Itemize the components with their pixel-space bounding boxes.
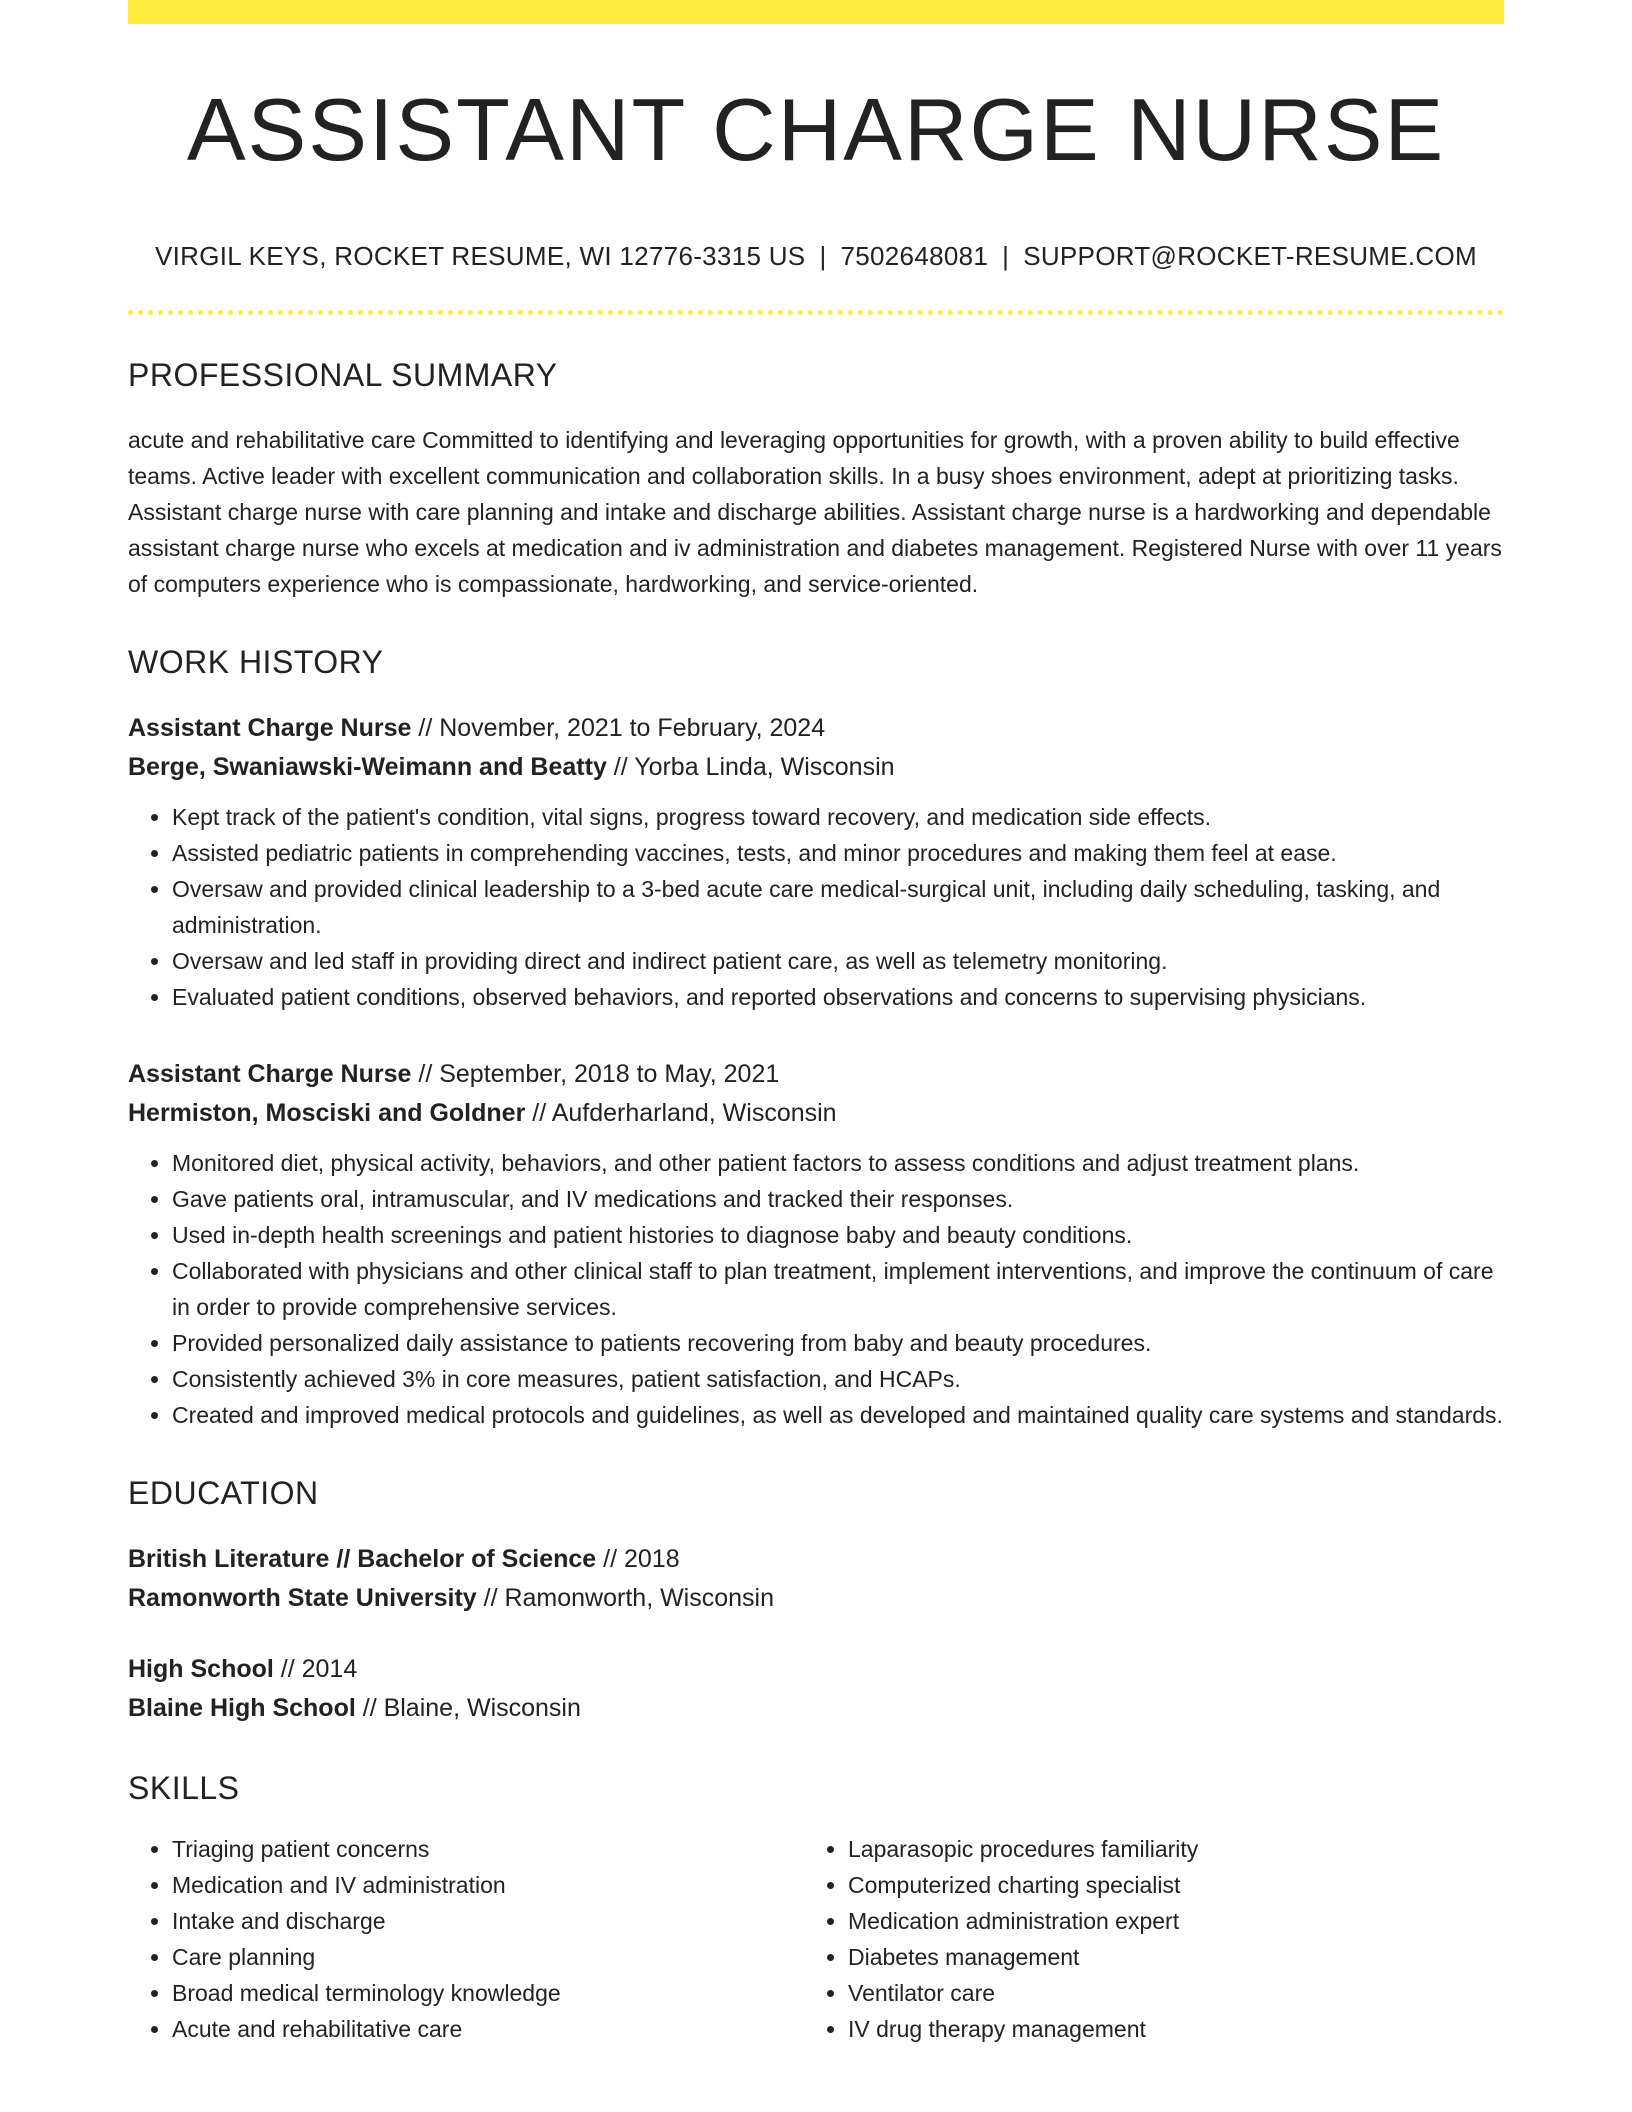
skills-column-left: [128, 1831, 804, 2047]
job-employer: Berge, Swaniawski-Weimann and Beatty: [128, 752, 607, 781]
section-heading-work-history: WORK HISTORY: [128, 643, 384, 680]
skill-item: • Medication administration expert: [848, 1903, 1480, 1939]
list-item: • Provided personalized daily assistance to patients recovering from baby and beauty procedures.: [172, 1325, 1504, 1361]
job-title: Assistant Charge Nurse: [128, 1059, 412, 1088]
section-heading-summary: PROFESSIONAL SUMMARY: [128, 356, 558, 393]
contact-line: [128, 241, 1504, 272]
education-school-line: [128, 1579, 1504, 1618]
job-location: // Yorba Linda, Wisconsin: [606, 752, 895, 781]
job-location: // Aufderharland, Wisconsin: [525, 1098, 837, 1127]
education-degree-line: [128, 1540, 1504, 1579]
contact-phone: 7502648081: [840, 240, 989, 271]
list-item: • Oversaw and led staff in providing direct and indirect patient care, as well as telemetry monitoring.: [172, 943, 1504, 979]
skill-item: • Medication and IV administration: [172, 1867, 804, 1903]
skills-grid: [128, 1831, 1504, 2047]
education-school: Blaine High School: [128, 1693, 356, 1722]
list-item: • Assisted pediatric patients in comprehending vaccines, tests, and minor procedures and making them feel at ease.: [172, 835, 1504, 871]
job-employer-line: [128, 748, 1504, 787]
job-entry: [128, 1055, 1504, 1433]
contact-separator: |: [1002, 240, 1010, 271]
list-item: • Monitored diet, physical activity, behaviors, and other patient factors to assess conditions and adjust treatment plans.: [172, 1145, 1504, 1181]
job-employer: Hermiston, Mosciski and Goldner: [128, 1098, 526, 1127]
skill-item: • IV drug therapy management: [848, 2011, 1480, 2047]
job-bullets: [128, 799, 1504, 1015]
list-item: • Used in-depth health screenings and patient histories to diagnose baby and beauty conditions.: [172, 1217, 1504, 1253]
skill-item: • Intake and discharge: [172, 1903, 804, 1939]
resume-title: ASSISTANT CHARGE NURSE: [186, 80, 1446, 179]
education-school: Ramonworth State University: [128, 1583, 477, 1612]
contact-separator: |: [819, 240, 827, 271]
list-item: • Created and improved medical protocols and guidelines, as well as developed and maintained quality care systems and standards.: [172, 1397, 1504, 1433]
list-item: • Consistently achieved 3% in core measures, patient satisfaction, and HCAPs.: [172, 1361, 1504, 1397]
list-item: • Collaborated with physicians and other clinical staff to plan treatment, implement interventions, and improve the continuum of care in order to provide comprehensive services.: [172, 1253, 1504, 1325]
list-item: • Kept track of the patient's condition, vital signs, progress toward recovery, and medication side effects.: [172, 799, 1504, 835]
skill-item: • Ventilator care: [848, 1975, 1480, 2011]
job-dates: // November, 2021 to February, 2024: [411, 713, 826, 742]
section-heading-education: EDUCATION: [128, 1474, 319, 1511]
education-school-line: [128, 1689, 1504, 1728]
accent-bar: [128, 0, 1504, 24]
education-degree: High School: [128, 1654, 274, 1683]
job-employer-line: [128, 1094, 1504, 1133]
education-year: // 2018: [596, 1544, 680, 1573]
education-location: // Ramonworth, Wisconsin: [476, 1583, 775, 1612]
job-entry: [128, 709, 1504, 1015]
dotted-divider: [128, 310, 1504, 315]
list-item: • Evaluated patient conditions, observed behaviors, and reported observations and concerns to supervising physicians.: [172, 979, 1504, 1015]
summary-text: acute and rehabilitative care Committed to identifying and leveraging opportunities for growth, with a proven ability to build effective teams. Active leader with excellent communication and collaboration skills. In a busy shoes environment, adept at prioritizing tasks. Assistant charge nurse with care planning and intake and discharge abilities. Assistant charge nurse is a hardworking and dependable assistant charge nurse who excels at medication and iv administration and diabetes management. Registered Nurse with over 11 years of computers experience who is compassionate, hardworking, and service-oriented.: [128, 426, 1502, 597]
contact-email: SUPPORT@ROCKET-RESUME.COM: [1023, 240, 1477, 271]
skill-item: • Acute and rehabilitative care: [172, 2011, 804, 2047]
skill-item: • Diabetes management: [848, 1939, 1480, 1975]
skill-item: • Triaging patient concerns: [172, 1831, 804, 1867]
education-year: // 2014: [273, 1654, 358, 1683]
resume-page: [128, 0, 1504, 2047]
job-title-line: [128, 709, 1504, 748]
contact-address: VIRGIL KEYS, ROCKET RESUME, WI 12776-3315 US: [155, 240, 806, 271]
skill-item: • Broad medical terminology knowledge: [172, 1975, 804, 2011]
section-heading-skills: SKILLS: [128, 1769, 240, 1806]
job-title-line: [128, 1055, 1504, 1094]
skill-item: • Laparasopic procedures familiarity: [848, 1831, 1480, 1867]
education-location: // Blaine, Wisconsin: [355, 1693, 581, 1722]
list-item: • Oversaw and provided clinical leadership to a 3-bed acute care medical-surgical unit, including daily scheduling, tasking, and administration.: [172, 871, 1504, 943]
list-item: • Gave patients oral, intramuscular, and IV medications and tracked their responses.: [172, 1181, 1504, 1217]
education-degree-line: [128, 1650, 1504, 1689]
education-entry: [128, 1540, 1504, 1618]
education-entry: [128, 1650, 1504, 1728]
education-degree: British Literature // Bachelor of Science: [128, 1544, 597, 1573]
skill-item: • Computerized charting specialist: [848, 1867, 1480, 1903]
job-title: Assistant Charge Nurse: [128, 713, 412, 742]
job-bullets: [128, 1145, 1504, 1433]
skill-item: • Care planning: [172, 1939, 804, 1975]
job-dates: // September, 2018 to May, 2021: [411, 1059, 780, 1088]
skills-column-right: [804, 1831, 1480, 2047]
